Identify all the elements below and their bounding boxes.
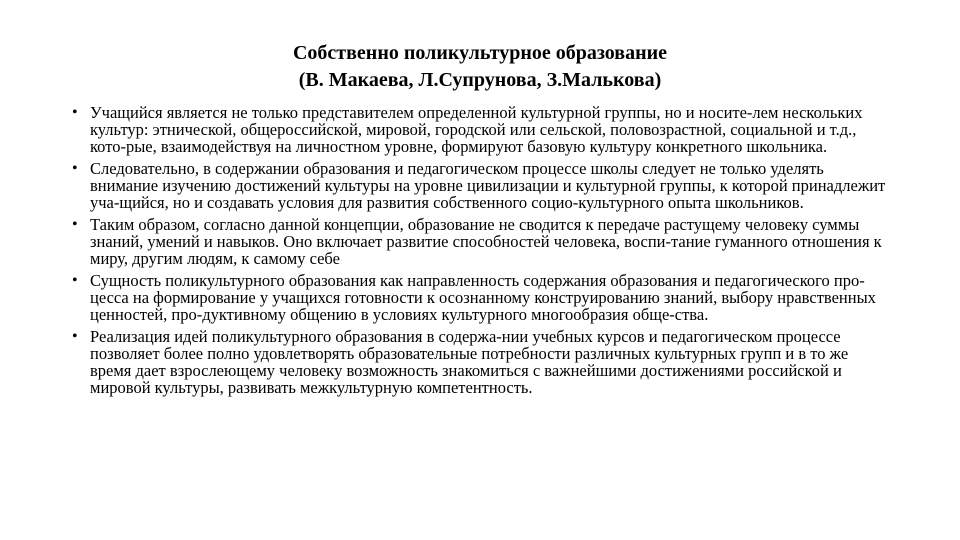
bullet-text: Сущность поликультурного образования как направленность содержания образования и педагогического про-цесса на формирование у учащихся готовности к осознанному конструированию знаний, выбору нравственных ценностей, про-дуктивному общению в условиях культурного многообразия обще-ства. (90, 271, 876, 324)
bullet-item (72, 104, 892, 155)
title-line-1: Собственно поликультурное образование (292, 42, 667, 64)
bullet-item (72, 328, 892, 396)
slide-title (0, 40, 960, 94)
bullet-item (72, 160, 892, 211)
title-line-2: (В. Макаева, Л.Супрунова, З.Малькова) (298, 69, 662, 91)
bullet-icon: • (72, 160, 78, 177)
bullet-item (72, 272, 892, 323)
bullet-text: Учащийся является не только представителем определенной культурной группы, но и носите-лем нескольких культур: этнической, общероссийской, мировой, городской или сельской, половозрастной, социальной и т.д., кото-рые, взаимодействуя на личностном уровне, формируют базовую культуру конкретного школьника. (90, 103, 863, 156)
bullet-text: Реализация идей поликультурного образования в содержа-нии учебных курсов и педагогическом процессе позволяет более полно удовлетворять образовательные потребности различных культурных групп и в то же время дает взрослеющему человеку возможность знакомиться с важнейшими достижениями российской и мировой культуры, развивать межкультурную компетентность. (90, 327, 849, 397)
bullet-text: Следовательно, в содержании образования и педагогическом процессе школы следует не только уделять внимание изучению достижений культуры на уровне цивилизации и культурной группы, к которой принадлежит уча-щийся, но и создавать условия для развития собственного социо-культурного опыта школьников. (90, 159, 886, 212)
bullet-icon: • (72, 104, 78, 121)
bullet-icon: • (72, 272, 78, 289)
bullet-icon: • (72, 328, 78, 345)
bullet-list (72, 104, 892, 401)
bullet-item (72, 216, 892, 267)
bullet-icon: • (72, 216, 78, 233)
bullet-text: Таким образом, согласно данной концепции, образование не сводится к передаче растущему человеку суммы знаний, умений и навыков. Оно включает развитие способностей человека, воспи-тание гуманного отношения к миру, другим людям, к самому себе (90, 215, 882, 268)
